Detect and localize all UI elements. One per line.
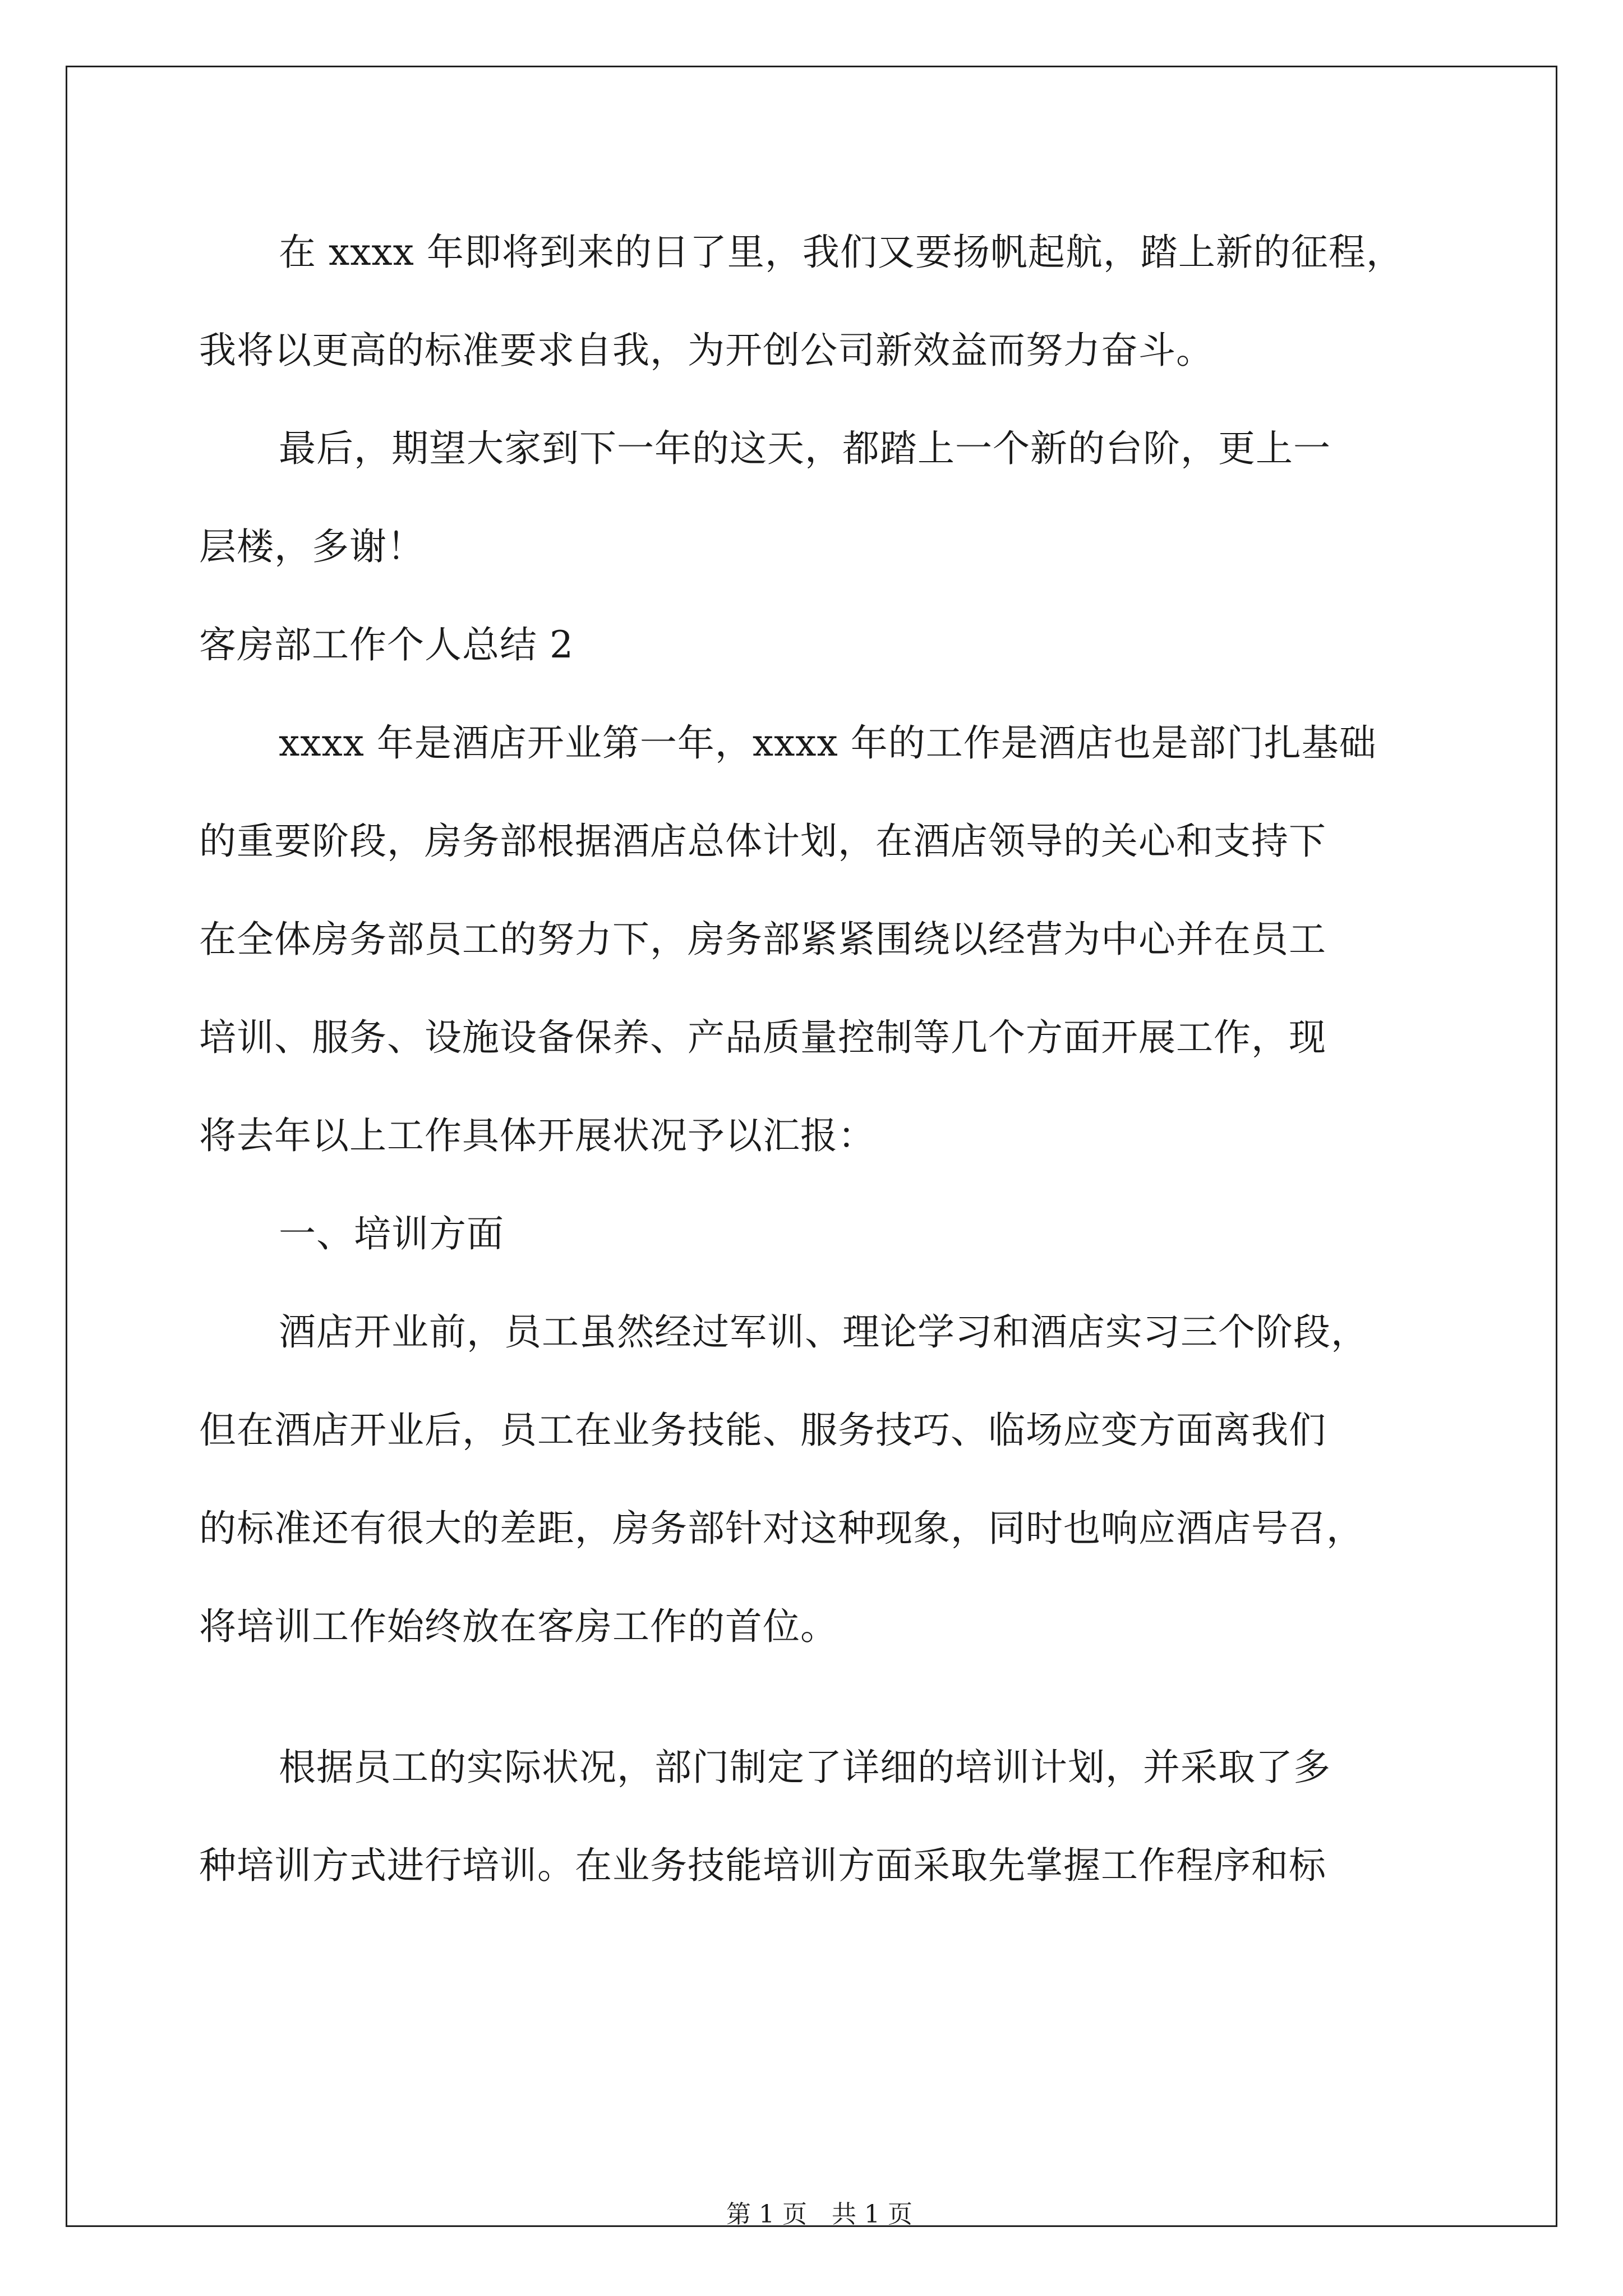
paragraph: [199, 409, 1433, 606]
document-body: [199, 213, 1433, 1925]
text-line: 根据员工的实际状况，部门制定了详细的培训计划，并采取了多: [279, 1746, 1331, 1789]
heading-text: 客房部工作个人总结 2: [199, 623, 574, 666]
page-number: 第 1 页 共 1 页: [726, 2200, 912, 2229]
paragraph-spacing: [199, 1686, 1433, 1728]
text-line: 在全体房务部员工的努力下，房务部紧紧围绕以经营为中心并在员工: [199, 918, 1326, 961]
text-line: 酒店开业前，员工虽然经过军训、理论学习和酒店实习三个阶段，: [279, 1310, 1368, 1354]
paragraph: [199, 213, 1433, 409]
text-line: 的标准还有很大的差距，房务部针对这种现象，同时也响应酒店号召，: [199, 1507, 1364, 1550]
paragraph: [199, 1293, 1433, 1686]
text-line: 在 xxxx 年即将到来的日了里，我们又要扬帆起航，踏上新的征程，: [279, 231, 1404, 274]
text-line: 但在酒店开业后，员工在业务技能、服务技巧、临场应变方面离我们: [199, 1409, 1326, 1452]
paragraph: [199, 704, 1433, 1195]
text-line: xxxx 年是酒店开业第一年，xxxx 年的工作是酒店也是部门扎基础: [279, 721, 1377, 765]
section-heading: [199, 606, 1433, 704]
subsection-heading: [199, 1195, 1433, 1293]
paragraph: [199, 1728, 1433, 1925]
text-line: 最后，期望大家到下一年的这天，都踏上一个新的台阶，更上一: [279, 427, 1331, 470]
text-line: 将培训工作始终放在客房工作的首位。: [199, 1605, 838, 1648]
page-footer: [0, 2164, 1623, 2231]
text-line: 种培训方式进行培训。在业务技能培训方面采取先掌握工作程序和标: [199, 1844, 1326, 1887]
text-line: 培训、服务、设施设备保养、产品质量控制等几个方面开展工作，现: [199, 1016, 1326, 1059]
text-line: 我将以更高的标准要求自我，为开创公司新效益而努力奋斗。: [199, 329, 1214, 372]
text-line: 的重要阶段，房务部根据酒店总体计划，在酒店领导的关心和支持下: [199, 820, 1326, 863]
heading-text: 一、培训方面: [279, 1212, 504, 1255]
text-line: 将去年以上工作具体开展状况予以汇报：: [199, 1114, 875, 1157]
text-line: 层楼，多谢！: [199, 525, 425, 568]
